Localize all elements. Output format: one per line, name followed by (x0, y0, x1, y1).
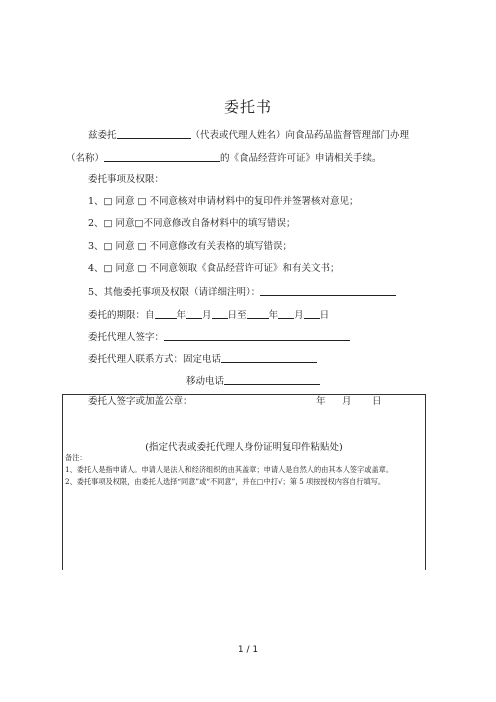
intro-text-3: （名称） (66, 153, 105, 164)
matter-item-5-label: 5、其他委托事项及权限（请详细注明）： (88, 287, 261, 298)
matter-item-3[interactable]: 3、□ 同意 □ 不同意修改有关表格的填写错误； (88, 241, 293, 252)
mobile-line (186, 374, 320, 388)
matter-item-2[interactable]: 2、□ 同意□不同意修改自备材料中的填写错误； (88, 218, 296, 229)
matter-item-5 (88, 285, 396, 299)
mobile-blank[interactable] (224, 374, 320, 385)
period-day: 日 (319, 310, 330, 321)
intro-line-1 (88, 128, 409, 142)
end-day-blank[interactable] (304, 308, 320, 319)
matter-item-4[interactable]: 4、□ 同意 □ 不同意领取《食品经营许可证》和有关文书； (88, 263, 340, 274)
intro-text-4: 的《食品经营许可证》申请相关手续。 (220, 153, 382, 164)
agent-sign-label: 委托代理人签字： (88, 332, 165, 343)
document-title: 委托书 (223, 98, 272, 116)
contact-line (88, 352, 317, 366)
intro-line-2 (66, 151, 382, 165)
mobile-label: 移动电话 (186, 376, 225, 387)
agent-name-blank[interactable] (117, 128, 191, 139)
end-month-blank[interactable] (278, 308, 294, 319)
id-copy-paste-box (62, 394, 426, 570)
matter-item-1[interactable]: 1、□ 同意 □ 不同意核对申请材料中的复印件并签署核对意见； (88, 196, 359, 207)
notes (65, 452, 421, 488)
start-month-blank[interactable] (186, 308, 202, 319)
end-year-blank[interactable] (247, 308, 269, 319)
period-day-to: 日至 (227, 310, 247, 321)
landline-blank[interactable] (221, 352, 317, 363)
period-year-2: 年 (268, 310, 279, 321)
period-month-1: 月 (202, 310, 212, 321)
paste-area-caption: (指定代表或委托代理人身份证明复印件粘贴处) (145, 442, 343, 453)
start-year-blank[interactable] (155, 308, 177, 319)
agent-signature-blank[interactable] (164, 330, 350, 341)
period-label: 委托的期限：自 (88, 310, 155, 321)
period-month-2: 月 (294, 310, 304, 321)
principal-sign-day: 日 (372, 396, 382, 407)
contact-label: 委托代理人联系方式：固定电话 (88, 354, 222, 365)
principal-sign-year: 年 (316, 396, 326, 407)
company-name-blank[interactable] (104, 151, 220, 162)
intro-text-1: 兹委托 (88, 130, 117, 141)
period-year-1: 年 (176, 310, 187, 321)
note-2: 2、委托事项及权限，由委托人选择“同意”或“不同意”，并在□中打√；第 5 项按授权内容自行填写。 (65, 477, 386, 486)
other-matters-blank[interactable] (260, 285, 396, 296)
principal-sign-label: 委托人签字或加盖公章： (88, 396, 193, 407)
matters-label: 委托事项及权限： (88, 174, 165, 185)
notes-title: 备注： (65, 453, 87, 462)
principal-sign-month: 月 (342, 396, 352, 407)
period-line (88, 308, 329, 322)
note-1: 1、委托人是指申请人。申请人是法人和经济组织的由其盖章；申请人是自然人的由其本人签字或盖章。 (65, 465, 394, 474)
agent-sign-line (88, 330, 350, 344)
start-day-blank[interactable] (212, 308, 228, 319)
page-number: 1 / 1 (237, 645, 259, 655)
intro-text-2: （代表或代理人姓名）向食品药品监督管理部门办理 (190, 130, 410, 141)
